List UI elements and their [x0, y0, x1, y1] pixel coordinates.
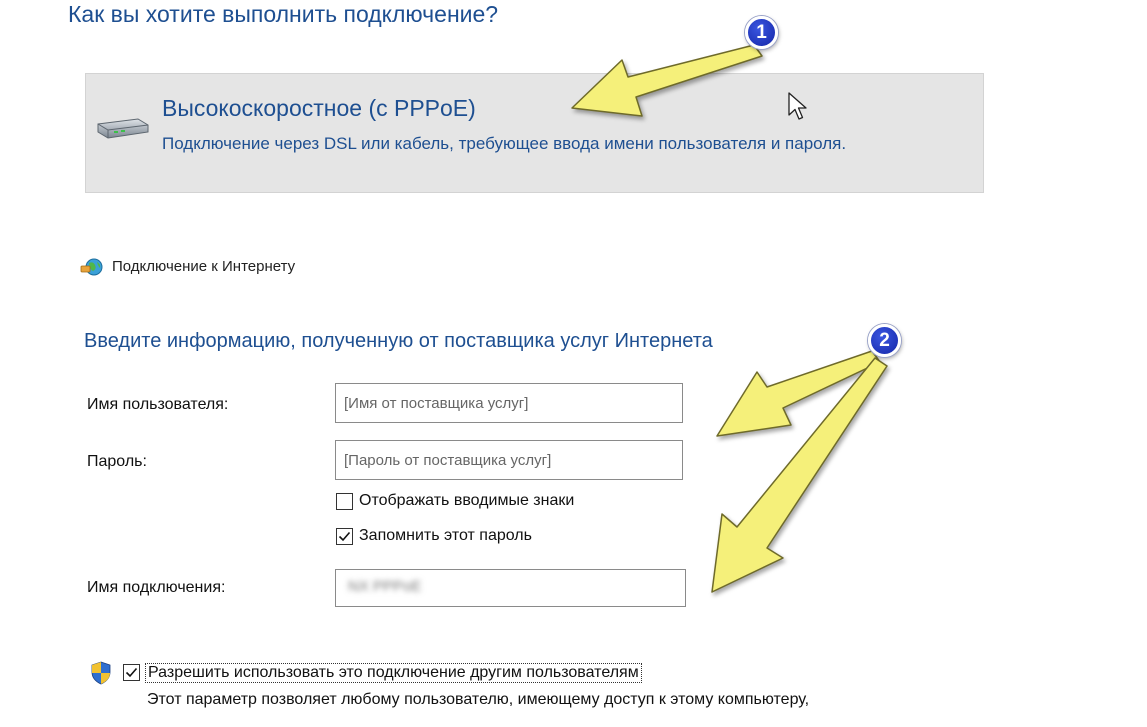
modem-icon — [94, 116, 150, 140]
annotation-badge-1: 1 — [745, 16, 778, 49]
page-question-title: Как вы хотите выполнить подключение? — [68, 1, 499, 27]
allow-others-label[interactable]: Разрешить использовать это подключение другим пользователям — [145, 663, 642, 683]
password-label: Пароль: — [87, 453, 147, 470]
arrow-2b-icon — [712, 358, 887, 592]
checkmark-icon — [338, 530, 351, 543]
connection-name-value: NX PPPoE — [348, 578, 422, 595]
form-heading: Введите информацию, полученную от поставщика услуг Интернета — [84, 330, 713, 352]
arrow-2a-icon — [717, 351, 880, 436]
allow-others-description: Этот параметр позволяет любому пользователю, имеющему доступ к этому компьютеру, — [147, 691, 810, 708]
uac-shield-icon — [90, 661, 112, 685]
remember-password-label[interactable]: Запомнить этот пароль — [359, 527, 532, 544]
annotation-badge-2: 2 — [868, 324, 901, 357]
username-label: Имя пользователя: — [87, 396, 229, 413]
checkmark-icon — [125, 666, 138, 679]
pppoe-option-description: Подключение через DSL или кабель, требующее ввода имени пользователя и пароля. — [162, 134, 847, 153]
wizard-header-title: Подключение к Интернету — [112, 258, 296, 275]
show-characters-label[interactable]: Отображать вводимые знаки — [359, 492, 575, 509]
allow-others-checkbox[interactable] — [123, 664, 140, 681]
connection-name-label: Имя подключения: — [87, 579, 226, 596]
mouse-cursor-icon — [787, 91, 811, 123]
username-input[interactable] — [335, 383, 683, 423]
pppoe-option-title: Высокоскоростное (с PPPoE) — [162, 95, 476, 121]
password-input[interactable] — [335, 440, 683, 480]
globe-network-icon — [80, 257, 106, 277]
show-characters-checkbox[interactable] — [336, 493, 353, 510]
remember-password-checkbox[interactable] — [336, 528, 353, 545]
